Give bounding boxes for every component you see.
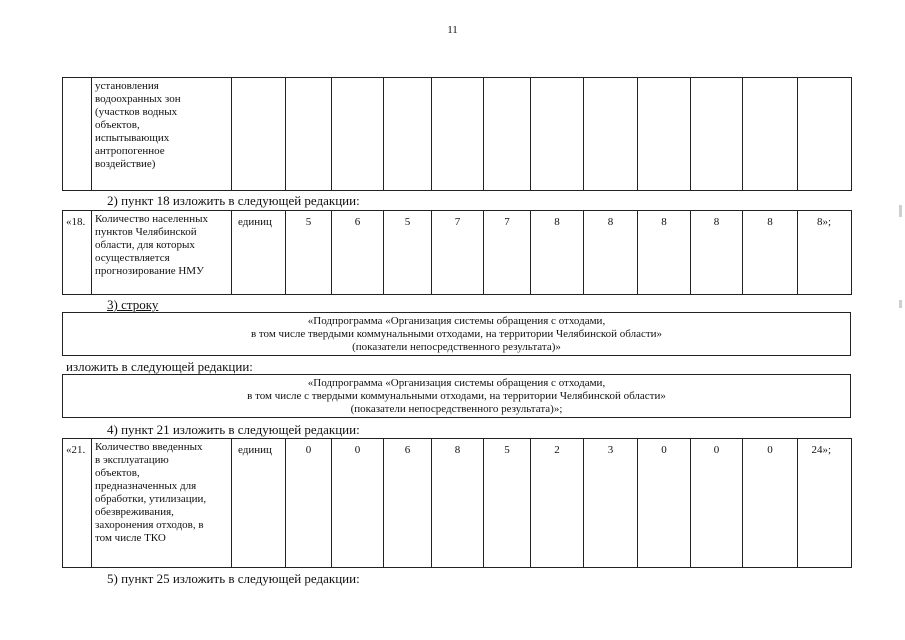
page-number: 11: [447, 24, 458, 36]
item-3-intro: 3) строку: [107, 297, 159, 312]
value-cell: 6: [384, 439, 432, 568]
value-cell: 5: [484, 439, 531, 568]
new-subprogram-line: (показатели непосредственного результата)»;: [350, 403, 563, 415]
indicator-name-line: прогнозирование НМУ: [95, 265, 204, 277]
item-18-table: [62, 210, 852, 295]
indicator-name-cell: [92, 211, 232, 295]
value-cell: [638, 78, 691, 191]
value-cell: 8»;: [798, 211, 852, 295]
value-cell: 8: [432, 439, 484, 568]
value-cell: 0: [638, 439, 691, 568]
indicator-name-cell: [92, 439, 232, 568]
value-cell: [584, 78, 638, 191]
indicator-name-line: предназначенных для: [95, 480, 197, 492]
value-cell: 0: [332, 439, 384, 568]
new-subprogram-line: «Подпрограмма «Организация системы обращения с отходами,: [307, 377, 606, 389]
value-cell: [691, 78, 743, 191]
indicator-name-line: Количество населенных: [95, 213, 208, 225]
value-cell: 8: [743, 211, 798, 295]
value-cell: 24»;: [798, 439, 852, 568]
item-number: «21.: [63, 439, 92, 568]
indicator-name-line: обработки, утилизации,: [95, 493, 207, 505]
indicator-name-line: том числе ТКО: [95, 532, 166, 544]
item-number: «18.: [63, 211, 92, 295]
value-cell: 7: [484, 211, 531, 295]
lead-cell: [63, 78, 92, 191]
value-cell: 8: [531, 211, 584, 295]
indicator-name-cell: [92, 78, 232, 191]
indicator-name-line: установления: [95, 80, 159, 92]
old-subprogram-line: в том числе твердыми коммунальными отходами, на территории Челябинской области»: [250, 328, 663, 340]
value-cell: 8: [584, 211, 638, 295]
indicator-name-line: осуществляется: [95, 252, 170, 264]
top-table: [62, 77, 852, 191]
indicator-name-line: области, для которых: [95, 239, 195, 251]
value-cell: [432, 78, 484, 191]
value-cell: [531, 78, 584, 191]
value-cell: 0: [286, 439, 332, 568]
value-cell: 5: [384, 211, 432, 295]
indicator-name-line: воздействие): [95, 158, 156, 170]
value-cell: [384, 78, 432, 191]
old-subprogram-box: [62, 312, 851, 356]
new-subprogram-line: в том числе с твердыми коммунальными отходами, на территории Челябинской области»: [247, 390, 666, 402]
indicator-name-line: пунктов Челябинской: [95, 226, 197, 238]
value-cell: 8: [638, 211, 691, 295]
unit-cell: единиц: [232, 439, 286, 568]
scan-mark: [899, 205, 902, 217]
indicator-name-line: испытывающих: [95, 132, 170, 144]
unit-cell: единиц: [232, 211, 286, 295]
value-cell: [286, 78, 332, 191]
value-cell: [743, 78, 798, 191]
indicator-name-line: антропогенное: [95, 145, 165, 157]
new-subprogram-box: [62, 374, 851, 418]
item-21-table: [62, 438, 852, 568]
indicator-name-line: (участков водных: [95, 106, 178, 118]
value-cell: 3: [584, 439, 638, 568]
value-cell: [798, 78, 852, 191]
item-5-intro: 5) пункт 25 изложить в следующей редакции:: [107, 571, 360, 586]
unit-cell: [232, 78, 286, 191]
value-cell: 0: [691, 439, 743, 568]
indicator-name-line: Количество введенных: [95, 441, 203, 453]
value-cell: 7: [432, 211, 484, 295]
indicator-name-line: объектов,: [95, 467, 140, 479]
indicator-name-line: в эксплуатацию: [95, 454, 169, 466]
value-cell: 2: [531, 439, 584, 568]
indicator-name-line: обезвреживания,: [95, 506, 174, 518]
value-cell: [332, 78, 384, 191]
old-subprogram-line: (показатели непосредственного результата)»: [352, 341, 561, 353]
value-cell: [484, 78, 531, 191]
item-4-intro: 4) пункт 21 изложить в следующей редакции:: [107, 422, 360, 437]
item-2-intro: 2) пункт 18 изложить в следующей редакции:: [107, 193, 360, 208]
value-cell: 8: [691, 211, 743, 295]
indicator-name-line: водоохранных зон: [95, 93, 181, 105]
value-cell: 0: [743, 439, 798, 568]
indicator-name-line: объектов,: [95, 119, 140, 131]
value-cell: 6: [332, 211, 384, 295]
value-cell: 5: [286, 211, 332, 295]
old-subprogram-line: «Подпрограмма «Организация системы обращения с отходами,: [307, 315, 606, 327]
item-3-middle: изложить в следующей редакции:: [66, 359, 253, 374]
indicator-name-line: захоронения отходов, в: [95, 519, 204, 531]
scan-mark: [899, 300, 902, 308]
